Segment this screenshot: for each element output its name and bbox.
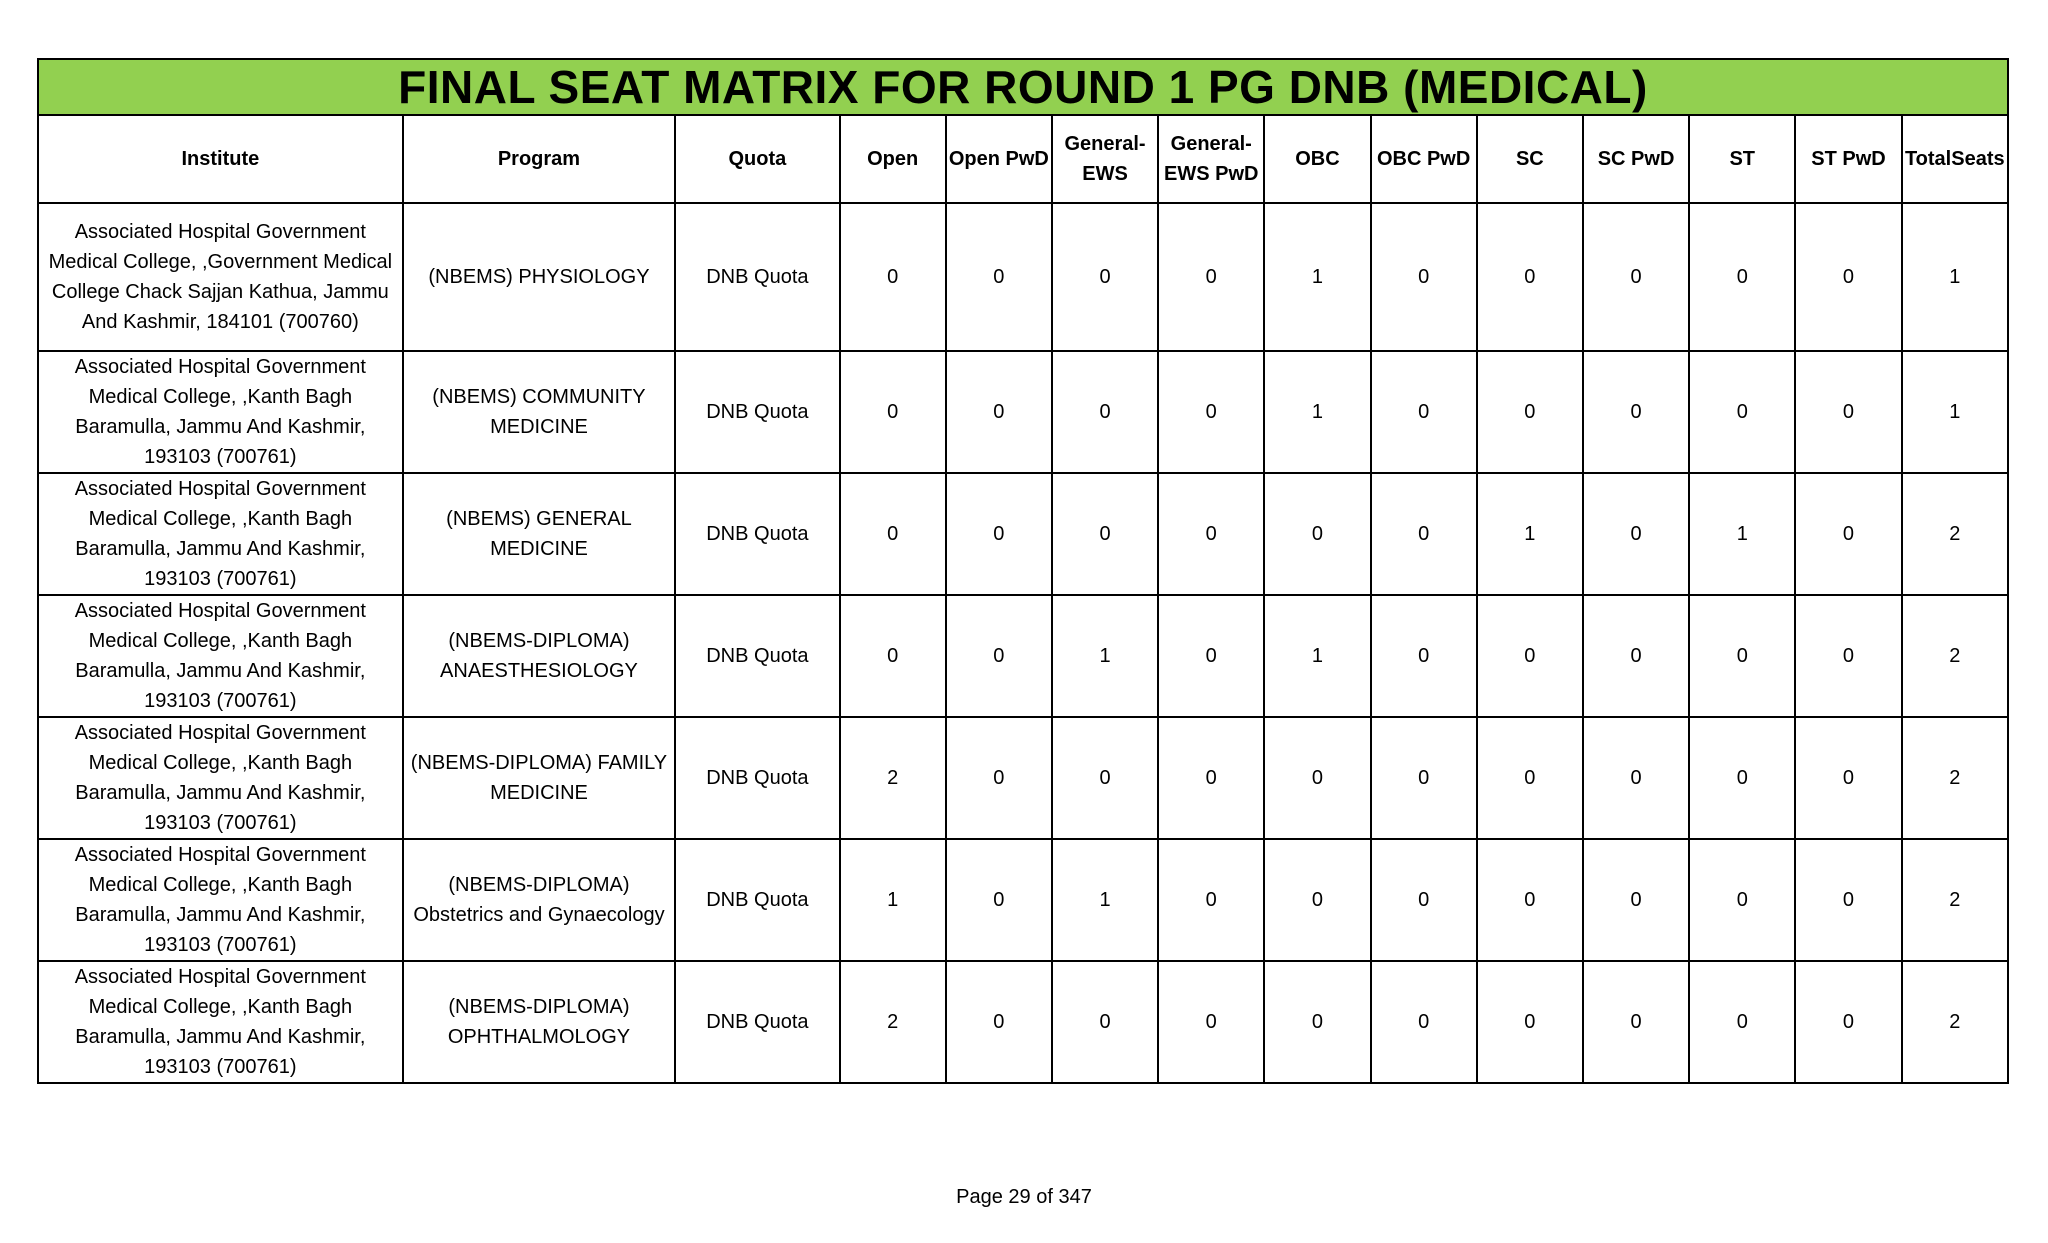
sc-pwd-cell: 0 — [1583, 961, 1689, 1083]
sc-cell: 1 — [1477, 473, 1583, 595]
general-ews-pwd-cell: 0 — [1158, 351, 1264, 473]
table-row — [38, 839, 2008, 961]
quota-cell: DNB Quota — [675, 473, 839, 595]
open-cell: 2 — [840, 717, 946, 839]
sc-cell: 0 — [1477, 351, 1583, 473]
col-header-general-ews-pwd: General-EWS PwD — [1158, 115, 1264, 203]
quota-cell: DNB Quota — [675, 351, 839, 473]
obc-cell: 1 — [1264, 203, 1370, 351]
st-cell: 0 — [1689, 203, 1795, 351]
sc-cell: 0 — [1477, 961, 1583, 1083]
general-ews-cell: 0 — [1052, 203, 1158, 351]
st-pwd-cell: 0 — [1795, 595, 1901, 717]
quota-cell: DNB Quota — [675, 595, 839, 717]
general-ews-pwd-cell: 0 — [1158, 717, 1264, 839]
col-header-total-seats: TotalSeats — [1902, 115, 2008, 203]
sc-pwd-cell: 0 — [1583, 595, 1689, 717]
general-ews-pwd-cell: 0 — [1158, 839, 1264, 961]
general-ews-cell: 0 — [1052, 961, 1158, 1083]
obc-pwd-cell: 0 — [1371, 717, 1477, 839]
st-cell: 0 — [1689, 961, 1795, 1083]
general-ews-pwd-cell: 0 — [1158, 203, 1264, 351]
open-pwd-cell: 0 — [946, 203, 1052, 351]
col-header-st: ST — [1689, 115, 1795, 203]
col-header-program: Program — [403, 115, 676, 203]
institute-cell: Associated Hospital Government Medical College, ,Kanth Bagh Baramulla, Jammu And Kashmir, 193103 (700761) — [38, 351, 403, 473]
institute-cell: Associated Hospital Government Medical College, ,Government Medical College Chack Sajjan Kathua, Jammu And Kashmir, 184101 (700760) — [38, 203, 403, 351]
program-cell: (NBEMS-DIPLOMA) ANAESTHESIOLOGY — [403, 595, 676, 717]
col-header-sc-pwd: SC PwD — [1583, 115, 1689, 203]
col-header-sc: SC — [1477, 115, 1583, 203]
total-seats-cell: 2 — [1902, 717, 2008, 839]
st-cell: 1 — [1689, 473, 1795, 595]
program-cell: (NBEMS) GENERAL MEDICINE — [403, 473, 676, 595]
table-row — [38, 203, 2008, 351]
sc-cell: 0 — [1477, 595, 1583, 717]
table-row — [38, 473, 2008, 595]
program-cell: (NBEMS-DIPLOMA) OPHTHALMOLOGY — [403, 961, 676, 1083]
obc-pwd-cell: 0 — [1371, 961, 1477, 1083]
sc-cell: 0 — [1477, 717, 1583, 839]
open-pwd-cell: 0 — [946, 351, 1052, 473]
open-cell: 0 — [840, 595, 946, 717]
col-header-quota: Quota — [675, 115, 839, 203]
total-seats-cell: 2 — [1902, 473, 2008, 595]
quota-cell: DNB Quota — [675, 839, 839, 961]
general-ews-pwd-cell: 0 — [1158, 595, 1264, 717]
quota-cell: DNB Quota — [675, 961, 839, 1083]
total-seats-cell: 2 — [1902, 961, 2008, 1083]
obc-cell: 0 — [1264, 717, 1370, 839]
col-header-institute: Institute — [38, 115, 403, 203]
open-cell: 0 — [840, 351, 946, 473]
page-title: FINAL SEAT MATRIX FOR ROUND 1 PG DNB (MEDICAL) — [38, 59, 2008, 115]
obc-pwd-cell: 0 — [1371, 839, 1477, 961]
open-pwd-cell: 0 — [946, 839, 1052, 961]
st-cell: 0 — [1689, 839, 1795, 961]
sc-pwd-cell: 0 — [1583, 351, 1689, 473]
obc-cell: 0 — [1264, 839, 1370, 961]
sc-pwd-cell: 0 — [1583, 717, 1689, 839]
institute-cell: Associated Hospital Government Medical College, ,Kanth Bagh Baramulla, Jammu And Kashmir, 193103 (700761) — [38, 717, 403, 839]
open-pwd-cell: 0 — [946, 595, 1052, 717]
open-cell: 1 — [840, 839, 946, 961]
total-seats-cell: 2 — [1902, 839, 2008, 961]
obc-pwd-cell: 0 — [1371, 473, 1477, 595]
obc-cell: 0 — [1264, 473, 1370, 595]
sc-pwd-cell: 0 — [1583, 203, 1689, 351]
st-pwd-cell: 0 — [1795, 961, 1901, 1083]
institute-cell: Associated Hospital Government Medical College, ,Kanth Bagh Baramulla, Jammu And Kashmir, 193103 (700761) — [38, 595, 403, 717]
st-pwd-cell: 0 — [1795, 717, 1901, 839]
st-cell: 0 — [1689, 595, 1795, 717]
st-pwd-cell: 0 — [1795, 473, 1901, 595]
general-ews-cell: 1 — [1052, 595, 1158, 717]
obc-pwd-cell: 0 — [1371, 351, 1477, 473]
table-row — [38, 961, 2008, 1083]
open-cell: 0 — [840, 203, 946, 351]
sc-pwd-cell: 0 — [1583, 473, 1689, 595]
sc-cell: 0 — [1477, 839, 1583, 961]
st-cell: 0 — [1689, 717, 1795, 839]
program-cell: (NBEMS) COMMUNITY MEDICINE — [403, 351, 676, 473]
total-seats-cell: 1 — [1902, 351, 2008, 473]
st-pwd-cell: 0 — [1795, 203, 1901, 351]
obc-cell: 1 — [1264, 595, 1370, 717]
col-header-general-ews: General-EWS — [1052, 115, 1158, 203]
obc-pwd-cell: 0 — [1371, 203, 1477, 351]
col-header-obc: OBC — [1264, 115, 1370, 203]
header-row — [38, 115, 2008, 203]
institute-cell: Associated Hospital Government Medical College, ,Kanth Bagh Baramulla, Jammu And Kashmir, 193103 (700761) — [38, 473, 403, 595]
sc-cell: 0 — [1477, 203, 1583, 351]
open-cell: 0 — [840, 473, 946, 595]
col-header-open: Open — [840, 115, 946, 203]
st-pwd-cell: 0 — [1795, 839, 1901, 961]
general-ews-cell: 0 — [1052, 717, 1158, 839]
quota-cell: DNB Quota — [675, 203, 839, 351]
general-ews-cell: 0 — [1052, 351, 1158, 473]
general-ews-pwd-cell: 0 — [1158, 473, 1264, 595]
open-pwd-cell: 0 — [946, 717, 1052, 839]
general-ews-cell: 1 — [1052, 839, 1158, 961]
general-ews-pwd-cell: 0 — [1158, 961, 1264, 1083]
total-seats-cell: 1 — [1902, 203, 2008, 351]
open-cell: 2 — [840, 961, 946, 1083]
open-pwd-cell: 0 — [946, 961, 1052, 1083]
obc-cell: 0 — [1264, 961, 1370, 1083]
obc-cell: 1 — [1264, 351, 1370, 473]
open-pwd-cell: 0 — [946, 473, 1052, 595]
sc-pwd-cell: 0 — [1583, 839, 1689, 961]
col-header-open-pwd: Open PwD — [946, 115, 1052, 203]
institute-cell: Associated Hospital Government Medical College, ,Kanth Bagh Baramulla, Jammu And Kashmir, 193103 (700761) — [38, 961, 403, 1083]
col-header-obc-pwd: OBC PwD — [1371, 115, 1477, 203]
st-pwd-cell: 0 — [1795, 351, 1901, 473]
quota-cell: DNB Quota — [675, 717, 839, 839]
col-header-st-pwd: ST PwD — [1795, 115, 1901, 203]
page-number: Page 29 of 347 — [956, 1186, 1092, 1208]
program-cell: (NBEMS-DIPLOMA) Obstetrics and Gynaecology — [403, 839, 676, 961]
table-row — [38, 717, 2008, 839]
program-cell: (NBEMS) PHYSIOLOGY — [403, 203, 676, 351]
general-ews-cell: 0 — [1052, 473, 1158, 595]
st-cell: 0 — [1689, 351, 1795, 473]
table-row — [38, 351, 2008, 473]
table-row — [38, 595, 2008, 717]
total-seats-cell: 2 — [1902, 595, 2008, 717]
institute-cell: Associated Hospital Government Medical College, ,Kanth Bagh Baramulla, Jammu And Kashmir, 193103 (700761) — [38, 839, 403, 961]
seat-matrix-table — [37, 58, 2009, 1084]
obc-pwd-cell: 0 — [1371, 595, 1477, 717]
program-cell: (NBEMS-DIPLOMA) FAMILY MEDICINE — [403, 717, 676, 839]
